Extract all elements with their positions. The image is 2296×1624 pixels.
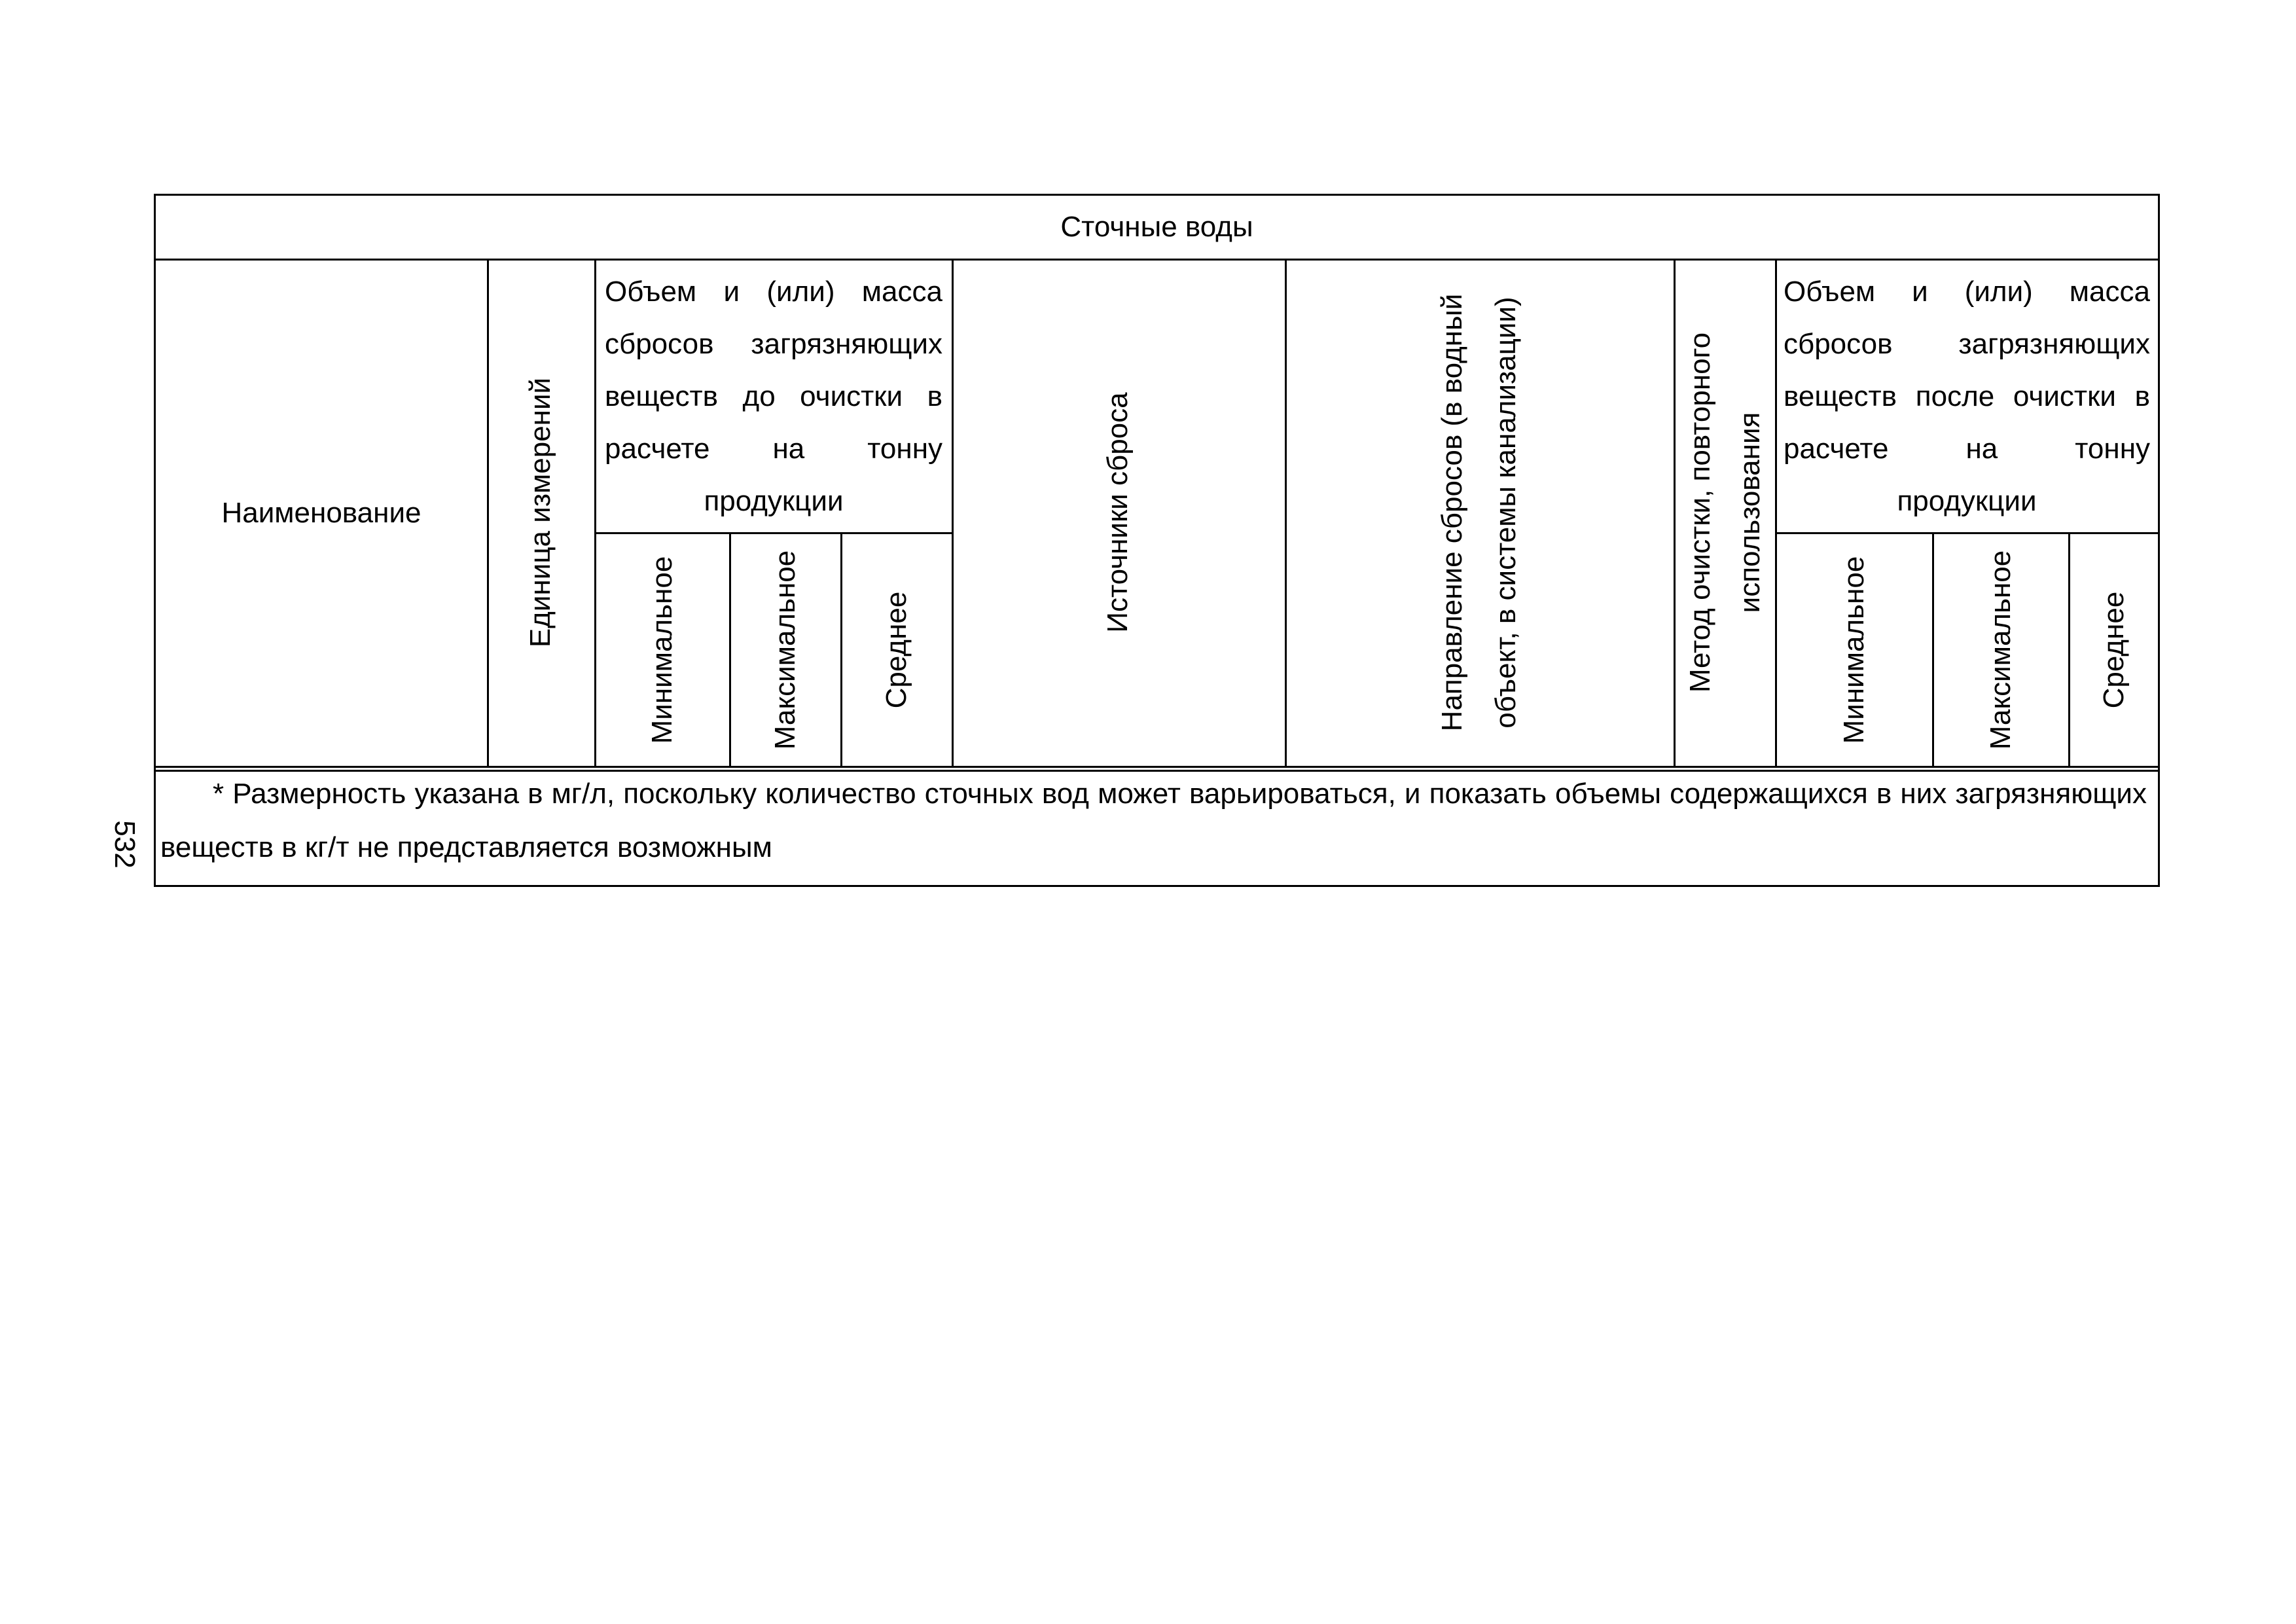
table-rule — [1932, 532, 1934, 768]
footnote-text: * Размерность указана в мг/л, поскольку количество сточных вод может варьироваться, и показать объемы содержащихся в них загрязняющих веществ в кг/т не представляется возможным — [160, 778, 2147, 863]
table-border-bottom — [154, 885, 2160, 887]
column-header-after-min: Минимальное — [1838, 556, 1870, 744]
column-header-after-avg: Среднее — [2098, 591, 2130, 709]
column-header-direction: Направление сбросов (в водный объект, в системы канализации) — [1436, 293, 1522, 732]
column-header-before-max: Максимальное — [769, 550, 801, 750]
table-title: Сточные воды — [1060, 211, 1253, 243]
table-rule — [1777, 532, 2160, 534]
table-rule — [594, 259, 596, 768]
table-border-right — [2158, 194, 2160, 887]
table-rule — [840, 532, 842, 768]
page-number: 532 — [109, 820, 141, 869]
column-group-after-treatment: Объем и (или) масса сбросов загрязняющих веществ после очистки в расчете на тонну продукции — [1784, 275, 2150, 517]
column-header-method: Метод очистки, повторного использования — [1684, 332, 1766, 693]
column-group-before-treatment: Объем и (или) масса сбросов загрязняющих веществ до очистки в расчете на тонну продукции — [605, 275, 942, 517]
table-rule — [487, 259, 489, 768]
column-header-before-min: Минимальное — [646, 556, 678, 744]
column-header-name: Наименование — [221, 497, 422, 529]
table-rule — [1775, 259, 1777, 768]
column-header-before-avg: Среднее — [880, 591, 912, 709]
table-rule — [729, 532, 731, 768]
column-header-unit: Единица измерений — [524, 377, 556, 648]
table-rule — [2068, 532, 2070, 768]
table-rule — [952, 259, 954, 768]
table-rule — [1285, 259, 1287, 768]
column-header-sources: Источники сброса — [1102, 392, 1134, 633]
column-header-after-max: Максимальное — [1984, 550, 2017, 750]
table-rule — [594, 532, 954, 534]
table-footnote — [160, 767, 2147, 875]
